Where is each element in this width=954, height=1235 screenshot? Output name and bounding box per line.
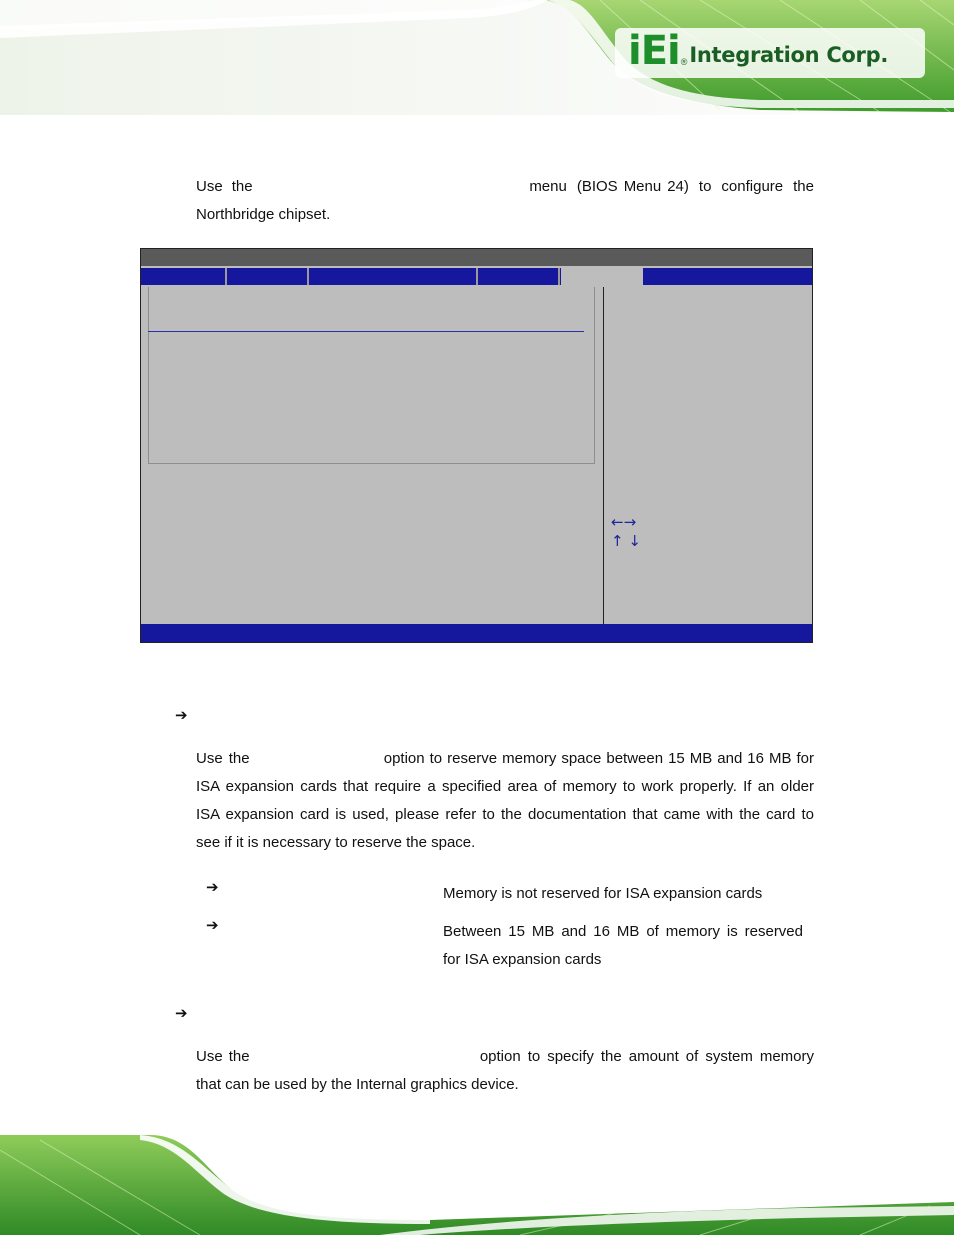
left-right-arrows-icon: ←→ [611, 513, 637, 531]
word: Use [196, 750, 223, 767]
bios-settings-panel [148, 287, 595, 464]
word: memory [502, 750, 557, 767]
registered-mark: ® [680, 57, 688, 67]
menu-separator [476, 268, 478, 285]
bios-heading-underline [148, 331, 584, 332]
intro-line-2: Northbridge chipset. [196, 206, 331, 223]
word: specify [547, 1048, 594, 1065]
option-2-line-2: for ISA expansion cards [443, 951, 602, 968]
word: 16 [747, 750, 764, 767]
option-2-line-1: Between 15 MB and 16 MB of memory is reserved [443, 923, 803, 940]
section1-paragraph [196, 745, 814, 857]
word: space [561, 750, 602, 767]
word: and [717, 750, 743, 767]
word: system [705, 1048, 753, 1065]
word: Use [196, 178, 223, 195]
word: between [606, 750, 664, 767]
word: for [796, 750, 814, 767]
word: amount [628, 1048, 679, 1065]
logo-mark: iEi [628, 28, 680, 74]
company-name: Integration Corp. [689, 43, 889, 67]
word: MB [689, 750, 713, 767]
word: (BIOS [576, 178, 618, 195]
section1-line-1 [196, 745, 814, 773]
bullet-arrow-icon: ➔ [206, 916, 219, 934]
menu-separator [225, 268, 227, 285]
bios-tab-chipset-active[interactable] [561, 268, 643, 285]
section1-line-3: ISA expansion card is used, please refer to the documentation that came with the card to [196, 806, 814, 823]
word: to [429, 750, 443, 767]
menu-separator [558, 268, 560, 285]
bios-screen [140, 248, 813, 643]
word: of [685, 1048, 699, 1065]
option-1-description: Memory is not reserved for ISA expansion cards [443, 885, 763, 902]
bios-status-bar [141, 624, 812, 642]
word: Menu [623, 178, 662, 195]
word: MB [768, 750, 792, 767]
up-down-arrows-icon: ↑ ↓ [611, 532, 641, 550]
bullet-arrow-icon: ➔ [175, 706, 188, 724]
company-logo [628, 26, 888, 76]
section1-line-4: see if it is necessary to reserve the space. [196, 834, 476, 851]
word: 24) [667, 178, 689, 195]
section2-paragraph [196, 1043, 814, 1099]
word: the [228, 1048, 250, 1065]
bios-help-divider [603, 287, 604, 624]
section2-line-1 [196, 1043, 814, 1071]
bios-key-legend [611, 513, 641, 551]
intro-paragraph [196, 173, 814, 229]
word: the [793, 178, 814, 195]
menu-separator [307, 268, 309, 285]
bios-menu-bar [141, 268, 812, 285]
bios-title-bar [141, 249, 812, 266]
header-banner [0, 0, 954, 115]
word: configure [721, 178, 784, 195]
word: to [698, 178, 712, 195]
word: to [527, 1048, 541, 1065]
word: the [228, 750, 250, 767]
word: reserve [447, 750, 498, 767]
word: the [231, 178, 253, 195]
option-2-description [443, 918, 803, 974]
bullet-arrow-icon: ➔ [175, 1004, 188, 1022]
word: 15 [668, 750, 685, 767]
section2-line-2: that can be used by the Internal graphics device. [196, 1076, 519, 1093]
intro-line-1 [196, 173, 814, 201]
bullet-arrow-icon: ➔ [206, 878, 219, 896]
word: memory [759, 1048, 814, 1065]
word: the [600, 1048, 622, 1065]
word: option [479, 1048, 521, 1065]
word: Use [196, 1048, 223, 1065]
word: menu [529, 178, 567, 195]
section1-line-2: ISA expansion cards that require a specified area of memory to work properly. If an older [196, 778, 814, 795]
footer-banner [0, 1130, 954, 1235]
word: option [383, 750, 425, 767]
